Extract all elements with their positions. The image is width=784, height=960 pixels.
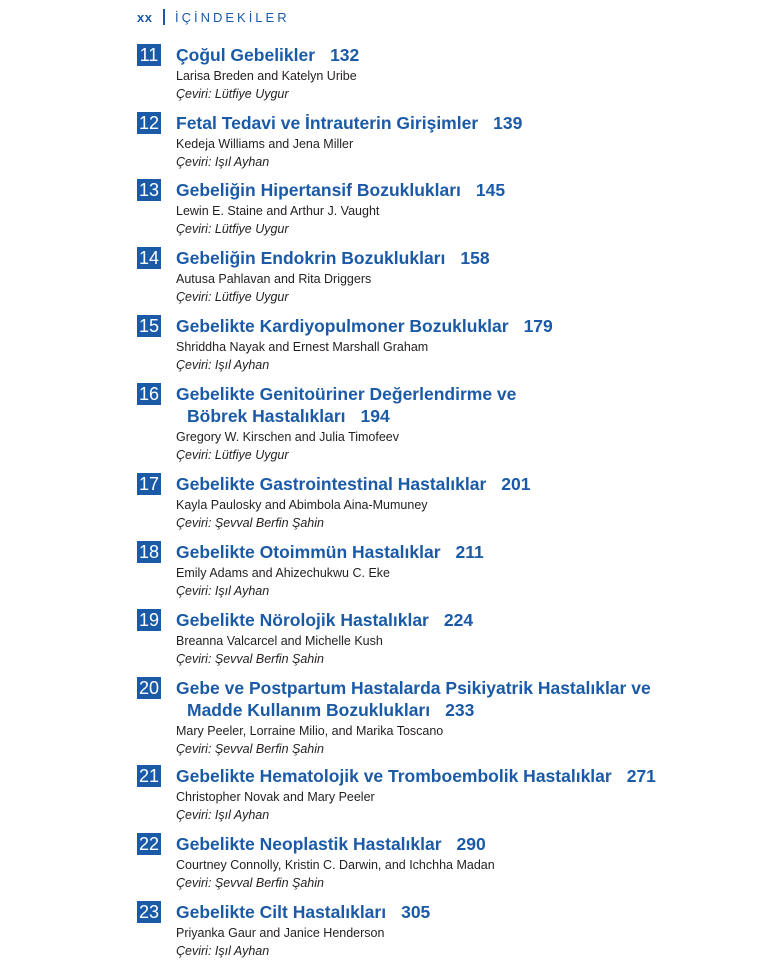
- chapter-authors: Autusa Pahlavan and Rita Driggers: [176, 272, 372, 286]
- toc-entry[interactable]: [137, 383, 777, 464]
- chapter-authors: Mary Peeler, Lorraine Milio, and Marika Toscano: [176, 724, 444, 738]
- chapter-translator: Çeviri: Lütfiye Uygur: [176, 87, 289, 101]
- chapter-title[interactable]: [176, 44, 777, 66]
- chapter-title[interactable]: [176, 179, 777, 201]
- chapter-page-number: 211: [455, 542, 484, 562]
- chapter-title[interactable]: [176, 765, 777, 787]
- chapter-title[interactable]: [176, 473, 777, 495]
- chapter-number-badge: 23: [138, 902, 160, 922]
- chapter-title-line: Böbrek Hastalıkları 194: [187, 406, 390, 426]
- chapter-translator: Çeviri: Lütfiye Uygur: [176, 290, 289, 304]
- chapter-translator: Çeviri: Işıl Ayhan: [176, 155, 270, 169]
- toc-entry[interactable]: [137, 541, 777, 600]
- running-header: [137, 9, 290, 25]
- chapter-title-line: Gebelikte Neoplastik Hastalıklar: [176, 834, 442, 854]
- chapter-authors: Kayla Paulosky and Abimbola Aina-Mumuney: [176, 498, 428, 512]
- chapter-title-line: Gebelikte Genitoüriner Değerlendirme ve: [176, 384, 517, 404]
- chapter-page-number: 290: [456, 834, 486, 854]
- chapter-title[interactable]: [176, 112, 777, 134]
- chapter-translator: Çeviri: Işıl Ayhan: [176, 358, 270, 372]
- toc-entry[interactable]: [137, 44, 777, 103]
- header-divider: [163, 9, 165, 25]
- chapter-number-badge: 18: [138, 542, 160, 562]
- chapter-number-badge: 13: [138, 180, 160, 200]
- chapter-number-badge: 19: [138, 610, 160, 630]
- chapter-title-line: Gebeliğin Hipertansif Bozuklukları: [176, 180, 461, 200]
- toc-entry[interactable]: [137, 765, 777, 824]
- section-title: İÇİNDEKİLER: [174, 9, 290, 25]
- chapter-title-line: Madde Kullanım Bozuklukları 233: [187, 700, 475, 720]
- chapter-title[interactable]: [176, 541, 777, 563]
- chapter-authors: Gregory W. Kirschen and Julia Timofeev: [176, 430, 400, 444]
- chapter-title[interactable]: [176, 677, 777, 721]
- chapter-title-line: Gebe ve Postpartum Hastalarda Psikiyatrik Hastalıklar ve: [176, 678, 651, 698]
- chapter-page-number: 194: [360, 406, 390, 426]
- chapter-authors: Courtney Connolly, Kristin C. Darwin, and Ichchha Madan: [176, 858, 495, 872]
- chapter-page-number: 224: [443, 610, 474, 630]
- chapter-title[interactable]: [176, 247, 777, 269]
- chapter-authors: Larisa Breden and Katelyn Uribe: [176, 69, 357, 83]
- chapter-page-number: 145: [475, 180, 506, 200]
- chapter-number-badge: 14: [138, 248, 160, 268]
- toc-entry[interactable]: [137, 473, 777, 532]
- chapter-title-line: Gebelikte Otoimmün Hastalıklar: [176, 542, 441, 562]
- chapter-title[interactable]: [176, 901, 777, 923]
- chapter-number-badge: 20: [138, 678, 160, 698]
- toc-entry[interactable]: [137, 609, 777, 668]
- chapter-authors: Breanna Valcarcel and Michelle Kush: [176, 634, 383, 648]
- toc-entry[interactable]: [137, 833, 777, 892]
- chapter-authors: Kedeja Williams and Jena Miller: [176, 137, 354, 151]
- chapter-page-number: 179: [523, 316, 553, 336]
- chapter-translator: Çeviri: Lütfiye Uygur: [176, 448, 289, 462]
- chapter-title[interactable]: [176, 833, 777, 855]
- chapter-number-badge: 11: [137, 44, 161, 66]
- chapter-page-number: 158: [460, 248, 490, 268]
- toc-entry[interactable]: [137, 677, 777, 758]
- page-number: xx: [137, 9, 153, 25]
- toc-entry[interactable]: [137, 247, 777, 306]
- chapter-title-line: Gebelikte Cilt Hastalıkları: [176, 902, 387, 922]
- chapter-title-line: Çoğul Gebelikler: [176, 45, 316, 65]
- chapter-translator: Çeviri: Şevval Berfin Şahin: [176, 742, 324, 756]
- chapter-title-line: Fetal Tedavi ve İntrauterin Girişimler: [176, 113, 479, 133]
- toc-entry[interactable]: [137, 315, 777, 374]
- toc-entry[interactable]: [137, 179, 777, 238]
- chapter-page-number: 271: [626, 766, 656, 786]
- chapter-authors: Lewin E. Staine and Arthur J. Vaught: [176, 204, 380, 218]
- chapter-title[interactable]: [176, 609, 777, 631]
- toc-entry[interactable]: [137, 112, 777, 171]
- chapter-title[interactable]: [176, 383, 777, 427]
- chapter-translator: Çeviri: Işıl Ayhan: [176, 808, 270, 822]
- chapter-title-line: Gebelikte Hematolojik ve Tromboembolik Hastalıklar: [176, 766, 612, 786]
- chapter-page-number: 139: [493, 113, 523, 133]
- chapter-page-number: 233: [445, 700, 475, 720]
- chapter-translator: Çeviri: Lütfiye Uygur: [176, 222, 289, 236]
- chapter-translator: Çeviri: Şevval Berfin Şahin: [176, 876, 324, 890]
- chapter-page-number: 305: [401, 902, 431, 922]
- chapter-authors: Emily Adams and Ahizechukwu C. Eke: [176, 566, 390, 580]
- chapter-title-line: Gebelikte Kardiyopulmoner Bozukluklar: [176, 316, 509, 336]
- toc-entry[interactable]: [137, 901, 777, 960]
- chapter-translator: Çeviri: Işıl Ayhan: [176, 944, 270, 958]
- chapter-number-badge: 21: [138, 766, 160, 786]
- chapter-translator: Çeviri: Işıl Ayhan: [176, 584, 270, 598]
- chapter-title-line: Gebelikte Nörolojik Hastalıklar: [176, 610, 429, 630]
- chapter-number-badge: 15: [138, 316, 160, 336]
- chapter-title[interactable]: [176, 315, 777, 337]
- chapter-authors: Shriddha Nayak and Ernest Marshall Graham: [176, 340, 429, 354]
- chapter-number-badge: 12: [138, 113, 160, 133]
- chapter-number-badge: 16: [138, 384, 160, 404]
- chapter-page-number: 132: [330, 45, 360, 65]
- chapter-number-badge: 22: [138, 834, 160, 854]
- chapter-number-badge: 17: [138, 474, 160, 494]
- chapter-translator: Çeviri: Şevval Berfin Şahin: [176, 516, 324, 530]
- chapter-title-line: Gebeliğin Endokrin Bozuklukları: [176, 248, 446, 268]
- chapter-authors: Priyanka Gaur and Janice Henderson: [176, 926, 385, 940]
- chapter-authors: Christopher Novak and Mary Peeler: [176, 790, 375, 804]
- chapter-page-number: 201: [501, 474, 531, 494]
- chapter-title-line: Gebelikte Gastrointestinal Hastalıklar: [176, 474, 487, 494]
- chapter-translator: Çeviri: Şevval Berfin Şahin: [176, 652, 324, 666]
